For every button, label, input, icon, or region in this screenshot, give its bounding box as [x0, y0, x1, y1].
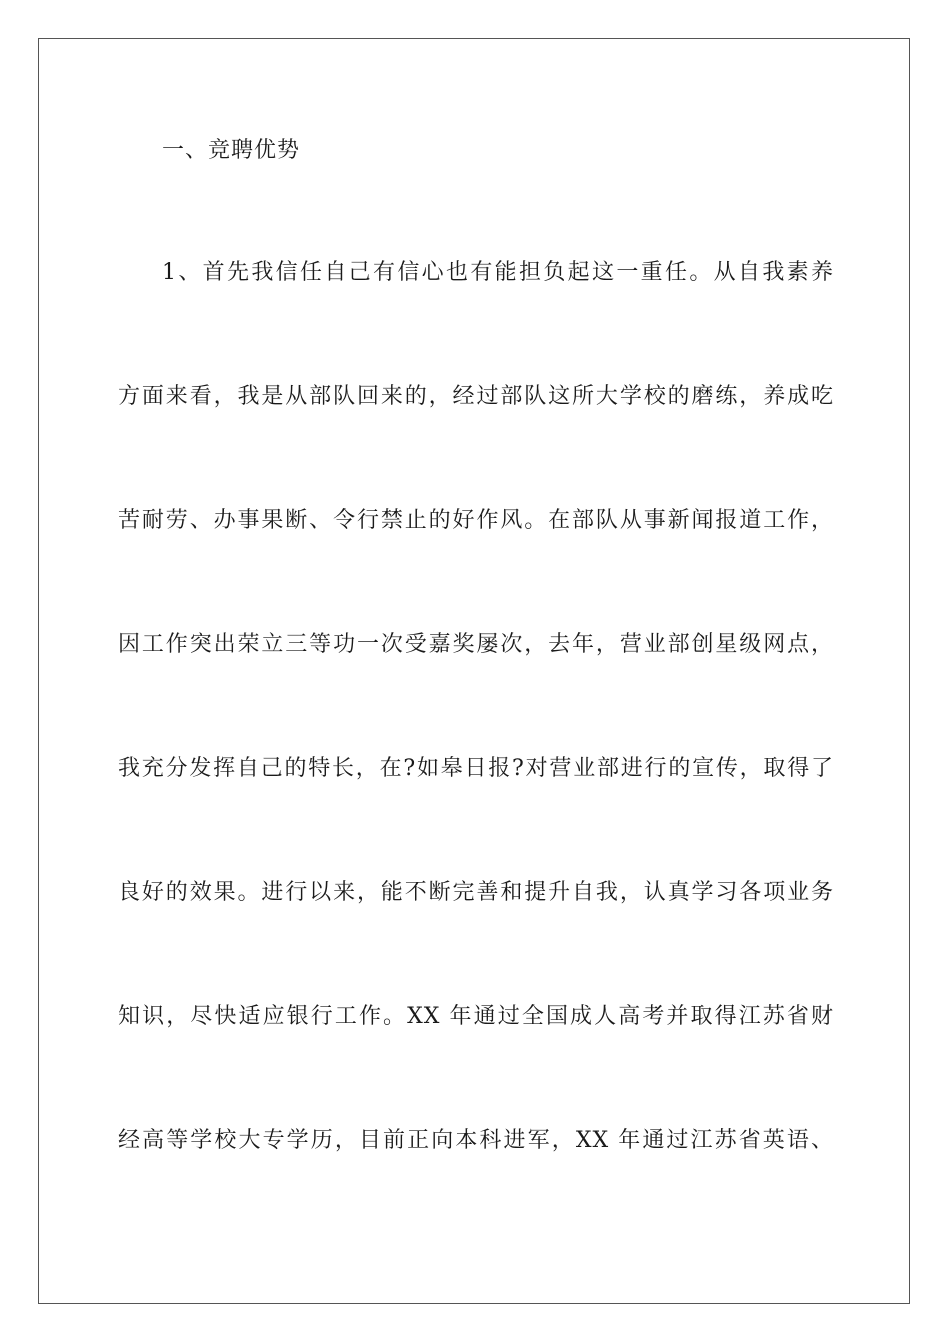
section-heading: 一、竞聘优势	[162, 138, 301, 163]
paragraph-line: 经高等学校大专学历，目前正向本科进军，XX 年通过江苏省英语、	[118, 1128, 834, 1153]
paragraph-line: 方面来看，我是从部队回来的，经过部队这所大学校的磨练，养成吃	[118, 384, 834, 409]
paragraph-line: 苦耐劳、办事果断、令行禁止的好作风。在部队从事新闻报道工作，	[118, 508, 834, 533]
paragraph-line: 良好的效果。进行以来，能不断完善和提升自我，认真学习各项业务	[118, 880, 834, 905]
paragraph-line: 因工作突出荣立三等功一次受嘉奖屡次，去年，营业部创星级网点，	[118, 632, 834, 657]
paragraph-line: 知识，尽快适应银行工作。XX 年通过全国成人高考并取得江苏省财	[118, 1004, 834, 1029]
page-border	[38, 38, 910, 1304]
paragraph-line: 1、首先我信任自己有信心也有能担负起这一重任。从自我素养	[162, 260, 834, 285]
paragraph-line: 我充分发挥自己的特长，在?如皋日报?对营业部进行的宣传，取得了	[118, 756, 834, 781]
